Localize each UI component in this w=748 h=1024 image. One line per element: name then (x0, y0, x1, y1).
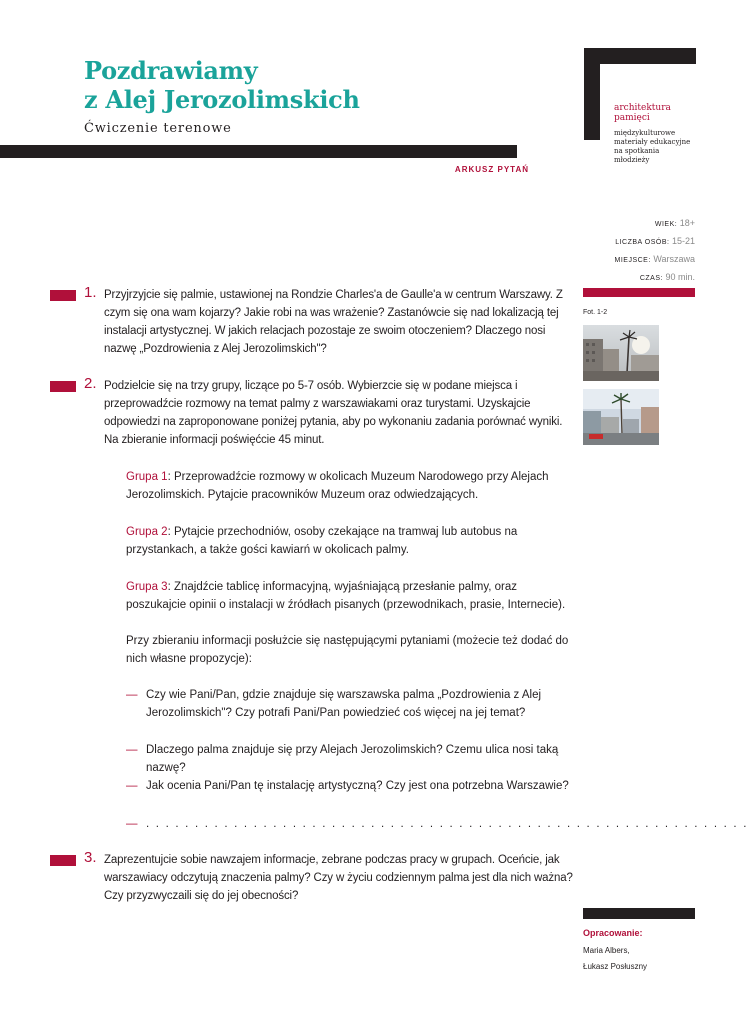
authors (583, 943, 647, 975)
meta-time (615, 269, 696, 287)
brand-line-2: pamięci (614, 113, 650, 123)
group-3-block (126, 578, 572, 614)
meta-people (615, 233, 696, 251)
brand-sub-1: międzykulturowe (614, 129, 676, 137)
question-2-text: Dlaczego palma znajduje się przy Alejach Jerozolimskich? Czemu ulica nosi taką nazwę? (146, 744, 559, 774)
group-3-text: : Znajdźcie tablicę informacyjną, wyjaśniającą przesłanie palmy, oraz poszukajcie opinii o instalacji w źródłach pisanych (przewodnikach, prasie, Internecie). (126, 581, 566, 611)
author-2: Łukasz Posłuszny (583, 962, 648, 971)
task-1-marker (50, 290, 76, 301)
page-subtitle: Ćwiczenie terenowe (84, 121, 232, 136)
palm-photo-1 (583, 325, 659, 381)
title-line-2: z Alej Jerozolimskich (84, 85, 360, 114)
dash-marker-2: — (126, 744, 138, 756)
meta-age-label: WIEK: (654, 221, 678, 228)
sheet-type-label: ARKUSZ PYTAŃ (454, 165, 529, 174)
meta-people-label: LICZBA OSÓB: (615, 239, 670, 246)
photo-bar (583, 288, 695, 297)
question-1-text: Czy wie Pani/Pan, gdzie znajduje się warszawska palma „Pozdrowienia z Alej Jerozolimskich"? Czy potrafi Pani/Pan powiedzieć coś więcej na jej temat? (146, 689, 542, 719)
brand-line-1: architektura (614, 103, 671, 113)
author-1: Maria Albers, (583, 946, 630, 955)
question-3-text: Jak ocenia Pani/Pan tę instalację artystyczną? Czy jest ona potrzebna Warszawie? (146, 780, 569, 792)
dash-marker-3: — (126, 780, 138, 792)
group-1-text: : Przeprowadźcie rozmowy w okolicach Muzeum Narodowego przy Alejach Jerozolimskich. Pytajcie pracowników Muzeum oraz odwiedzających. (126, 471, 549, 501)
question-3 (126, 777, 572, 795)
brand-sub-4: młodzieży (614, 156, 650, 164)
question-1 (126, 686, 572, 722)
authors-label: Opracowanie: (583, 928, 643, 938)
task-1-number: 1. (84, 284, 97, 301)
photo-caption: Fot. 1-2 (583, 309, 608, 316)
meta-age-value: 18+ (679, 218, 695, 228)
group-1-block (126, 468, 572, 504)
question-2 (126, 741, 572, 777)
brand-subtitle (614, 129, 690, 165)
group-2-text: : Pytajcie przechodniów, osoby czekające na tramwaj lub autobus na przystankach, a także gości kawiarń w okolicach palmy. (126, 526, 518, 556)
question-4-dots: . . . . . . . . . . . . . . . . . . . . . . . . . . . . . . . . . . . . . . . . . . . . . . . . . . . . . . . . . . . . . . (146, 818, 748, 830)
task-2-marker (50, 381, 76, 392)
task-1-text: Przyjrzyjcie się palmie, ustawionej na Rondzie Charles'a de Gaulle'a w centrum Warszawy. Z czym się ona wam kojarzy? Jakie robi na was wrażenie? Zastanówcie się nad lokalizacją tej instalacji artystycznej. W jakich relacjach pozostaje ze swoim otoczeniem? Dlaczego nosi nazwę „Pozdrowienia z Alej Jerozolimskich"? (104, 289, 563, 355)
group-3-label: Grupa 3 (126, 581, 168, 593)
meta-age (615, 215, 696, 233)
dash-marker-1: — (126, 689, 138, 701)
meta-time-value: 90 min. (665, 272, 695, 282)
brand-name (614, 103, 671, 123)
footer-bar (583, 908, 695, 919)
group-2-block (126, 523, 572, 559)
meta-people-value: 15-21 (671, 236, 695, 246)
page-title (84, 56, 360, 114)
task-2-number: 2. (84, 375, 97, 392)
task-3-text: Zaprezentujcie sobie nawzajem informacje, zebrane podczas pracy w grupach. Oceńcie, jak warszawiacy odczytują znaczenia palmy? Czy w życiu codziennym palma jest dla nich ważna? Czy przyzwyczaili się do jej obecności? (104, 854, 573, 902)
meta-place-label: MIEJSCE: (614, 257, 651, 264)
question-4-blank (126, 815, 748, 833)
exercise-meta (615, 215, 696, 287)
task-3-marker (50, 855, 76, 866)
palm-photo-2 (583, 389, 659, 445)
dash-marker-4: — (126, 818, 138, 830)
questions-intro: Przy zbieraniu informacji posłużcie się następującymi pytaniami (możecie też dodać do nich własne propozycje): (126, 635, 569, 665)
brand-corner-horizontal (584, 48, 696, 64)
group-2-label: Grupa 2 (126, 526, 168, 538)
brand-sub-2: materiały edukacyjne (614, 138, 691, 146)
task-3-number: 3. (84, 849, 97, 866)
title-line-1: Pozdrawiamy (84, 56, 258, 85)
header-bar (0, 145, 517, 158)
group-1-label: Grupa 1 (126, 471, 168, 483)
meta-time-label: CZAS: (639, 275, 663, 282)
meta-place (615, 251, 696, 269)
brand-sub-3: na spotkania (614, 147, 660, 155)
meta-place-value: Warszawa (653, 254, 695, 264)
task-2-text: Podzielcie się na trzy grupy, liczące po 5-7 osób. Wybierzcie się w podane miejsca i przeprowadźcie rozmowy na temat palmy z warszawiakami oraz turystami. Uzyskajcie odpowiedzi na zaproponowane poniżej pytania, aby po wykonaniu zadania porównać wyniki. Na zbieranie informacji poświęćcie 45 minut. (104, 380, 563, 446)
